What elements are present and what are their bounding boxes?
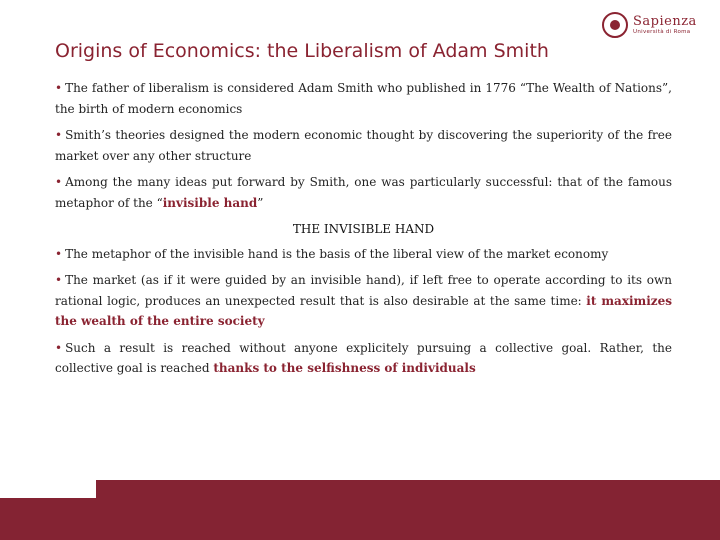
footer-strip [0,498,96,540]
paragraph-text: Among the many ideas put forward by Smith, one was particularly successful: that of the famous metaphor of the “ [55,175,672,210]
bullet-paragraph-2 [55,125,672,166]
footer-band [96,480,720,540]
bullet-paragraph-6 [55,338,672,379]
paragraph-suffix: ” [257,195,264,210]
bullet-icon: • [55,273,63,287]
highlight-text: thanks to the selfishness of individuals [213,361,476,375]
section-subheading: THE INVISIBLE HAND [292,222,435,236]
bullet-paragraph-4 [55,244,672,265]
paragraph-text: The father of liberalism is considered Adam Smith who published in 1776 “The Wealth of Nations”, the birth of modern economics [55,81,672,116]
paragraph-text: The metaphor of the invisible hand is the basis of the liberal view of the market economy [65,246,609,261]
sapienza-logo [602,8,712,42]
bullet-paragraph-1 [55,78,672,119]
paragraph-text: Such a result is reached without anyone explicitely pursuing a collective goal. Rather, the collective goal is reached [55,340,672,375]
highlight-text: it maximizes the wealth of the entire society [55,293,672,328]
highlight-text: invisible hand [162,195,258,210]
logo-name: Sapienza [633,13,697,29]
slide-title: Origins of Economics: the Liberalism of Adam Smith [55,40,549,62]
bullet-icon: • [55,246,63,261]
paragraph-text: Smith’s theories designed the modern economic thought by discovering the superiority of the free market over any other structure [55,128,672,163]
paragraph-text: The market (as if it were guided by an invisible hand), if left free to operate according to its own rational logic, produces an unexpected result that is also desirable at the same time: [55,273,672,308]
bullet-paragraph-5 [55,270,672,332]
bullet-icon: • [55,175,63,189]
logo-subtitle: Università di Roma [633,28,691,35]
logo-text [633,15,697,36]
university-seal-icon [602,12,628,38]
bullet-icon: • [55,81,63,95]
bullet-icon: • [55,340,63,355]
bullet-paragraph-3 [55,172,672,213]
slide-content [55,78,672,385]
bullet-icon: • [55,128,63,142]
